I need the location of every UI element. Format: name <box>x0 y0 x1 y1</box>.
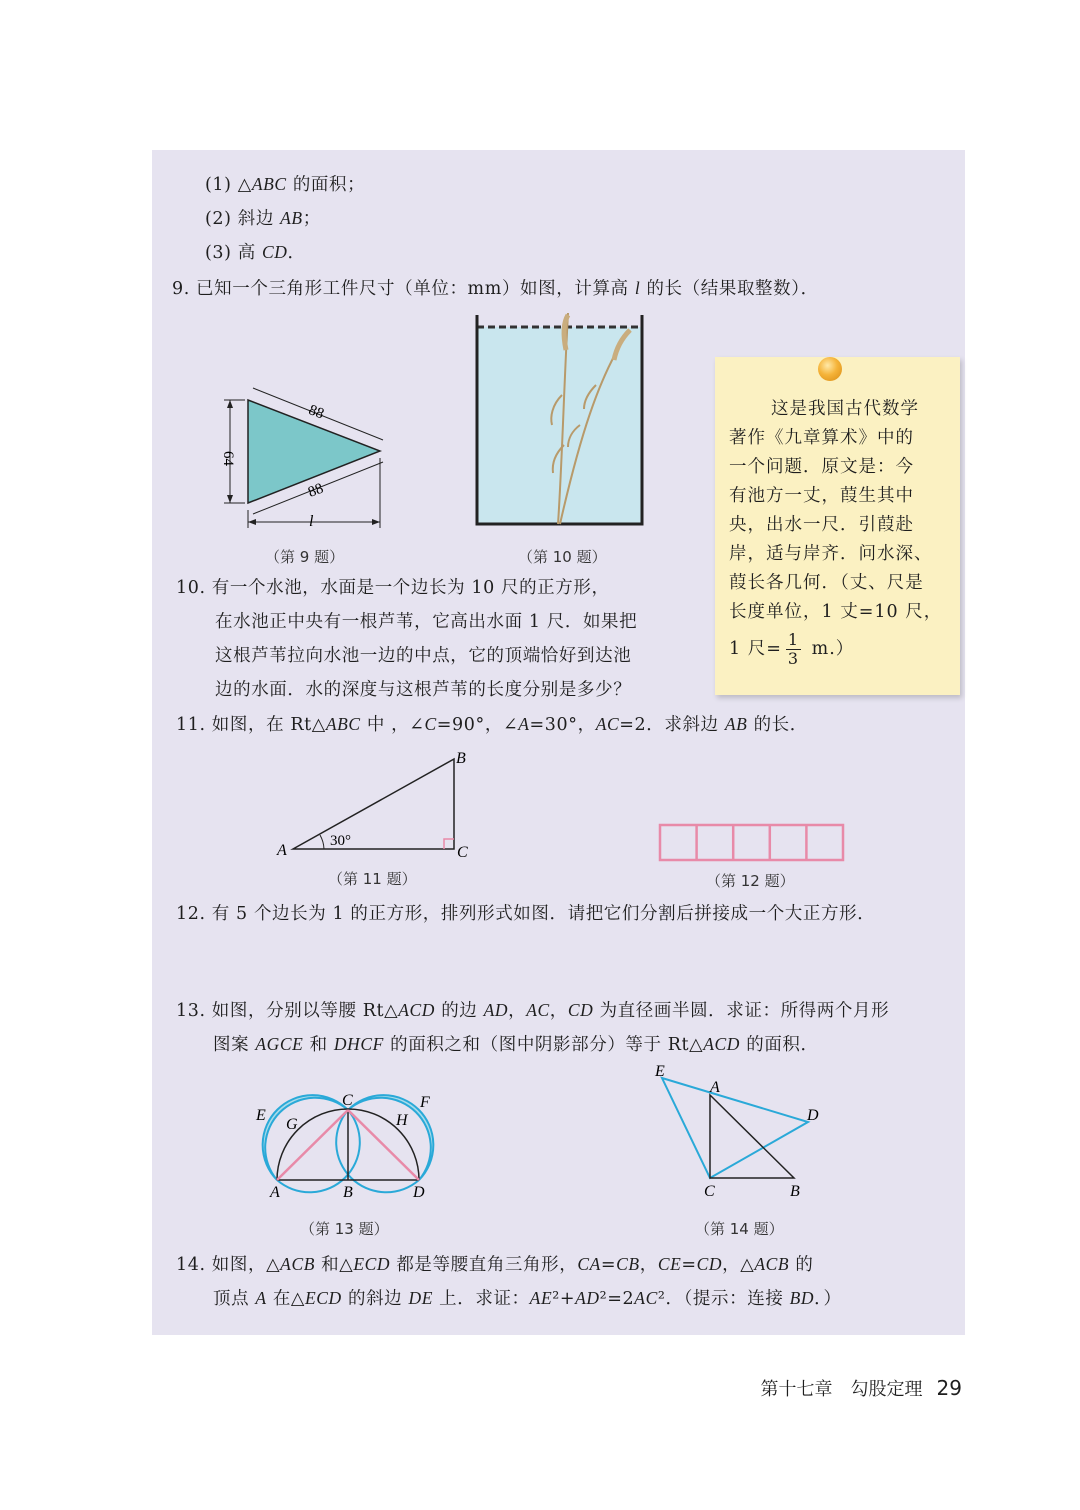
fig14-label-B: B <box>790 1183 800 1200</box>
fig11-label-angle: 30° <box>330 833 351 849</box>
figure-10 <box>470 305 655 530</box>
question-14-line-2: 顶点 A 在△ECD 的斜边 DE 上．求证：AE²+AD²=2AC²．（提示：连接 BD．） <box>213 1288 842 1309</box>
caption-fig14: （第 14 题） <box>695 1220 784 1238</box>
note-line-8: 长度单位，1 丈=10 尺， <box>729 602 943 622</box>
note-line-7: 葭长各几何．（丈、尺是 <box>729 573 924 593</box>
fig13-label-A: A <box>270 1184 280 1201</box>
fig13-label-B: B <box>343 1184 353 1201</box>
q8-item-1: (1) △ABC 的面积； <box>205 174 366 195</box>
question-10-line-2: 在水池正中央有一根芦苇，它高出水面 1 尺．如果把 <box>215 612 638 632</box>
fig11-label-A: A <box>277 842 287 859</box>
note-line-9: 1 尺= $\frac{1}{3}$ m.） <box>729 630 855 668</box>
figure-13 <box>250 1085 450 1205</box>
note-line-6: 岸，适与岸齐．问水深、 <box>729 544 933 564</box>
page-number: 29 <box>936 1376 962 1400</box>
figure-9 <box>215 378 395 538</box>
fig12-squares <box>660 825 843 860</box>
question-10-line-1: 10. 有一个水池，水面是一个边长为 10 尺的正方形， <box>176 578 610 598</box>
fig9-label-bottom: 88 <box>305 480 326 501</box>
fig13-label-G: G <box>286 1116 298 1133</box>
q8-item-2: (2) 斜边 AB； <box>205 208 321 229</box>
q8-item-3: (3) 高 CD． <box>205 242 306 263</box>
caption-fig11: （第 11 题） <box>328 870 417 888</box>
question-10-line-4: 边的水面．水的深度与这根芦苇的长度分别是多少？ <box>215 680 632 700</box>
question-10-line-3: 这根芦苇拉向水池一边的中点，它的顶端恰好到达池 <box>215 646 632 666</box>
question-11: 11. 如图，在 Rt△ABC 中 ，∠C=90°，∠A=30°，AC=2．求斜边 AB 的长． <box>176 714 808 735</box>
fig14-label-E: E <box>655 1063 665 1080</box>
question-14-line-1: 14. 如图，△ACB 和△ECD 都是等腰直角三角形，CA=CB，CE=CD，△ACB 的 <box>176 1254 814 1275</box>
fraction-one-third: $\frac{1}{3}$ <box>787 630 800 668</box>
fig9-label-top: 88 <box>306 402 327 423</box>
caption-fig12: （第 12 题） <box>706 872 795 890</box>
question-13-line-2: 图案 AGCE 和 DHCF 的面积之和（图中阴影部分）等于 Rt△ACD 的面积． <box>213 1034 819 1055</box>
note-line-1: 这是我国古代数学 <box>771 399 919 419</box>
fig9-label-height: l <box>309 513 314 530</box>
page-footer <box>761 1375 962 1401</box>
fig14-label-A: A <box>710 1079 720 1096</box>
history-note <box>715 357 960 695</box>
fig9-label-left: 64 <box>220 451 236 466</box>
figure-11 <box>272 745 482 865</box>
fig14-triangle-ECD <box>662 1078 808 1178</box>
question-12: 12. 有 5 个边长为 1 的正方形，排列形式如图．请把它们分割后拼接成一个大正方形． <box>176 904 876 924</box>
note-line-4: 有池方一丈，葭生其中 <box>729 486 914 506</box>
fig13-lune-left <box>263 1095 348 1180</box>
note-line-2: 著作《九章算术》中的 <box>729 428 914 448</box>
fig13-label-C: C <box>342 1092 353 1109</box>
fig11-triangle <box>293 759 454 849</box>
fig13-label-H: H <box>396 1112 408 1129</box>
fig11-label-B: B <box>456 750 466 767</box>
caption-fig10: （第 10 题） <box>518 548 607 566</box>
question-13-line-1: 13. 如图，分别以等腰 Rt△ACD 的边 AD，AC，CD 为直径画半圆．求证：所得两个月形 <box>176 1000 890 1021</box>
fig13-label-D: D <box>413 1184 425 1201</box>
fig11-right-angle-mark <box>444 839 454 849</box>
fig14-label-D: D <box>807 1107 819 1124</box>
fig11-label-C: C <box>457 844 468 861</box>
note-line-5: 央，出水一尺．引葭赴 <box>729 515 914 535</box>
figure-12 <box>655 820 850 865</box>
fig13-label-F: F <box>420 1094 430 1111</box>
question-9: 9. 已知一个三角形工件尺寸（单位：mm）如图，计算高 l 的长（结果取整数）． <box>172 278 819 299</box>
fig14-label-C: C <box>704 1183 715 1200</box>
caption-fig9: （第 9 题） <box>265 548 345 566</box>
chapter-title: 第十七章 勾股定理 <box>760 1379 923 1400</box>
caption-fig13: （第 13 题） <box>300 1220 389 1238</box>
note-line-3: 一个问题．原文是：今 <box>729 457 914 477</box>
fig13-label-E: E <box>256 1107 266 1124</box>
figure-14 <box>650 1060 830 1205</box>
pushpin-icon <box>818 357 842 381</box>
